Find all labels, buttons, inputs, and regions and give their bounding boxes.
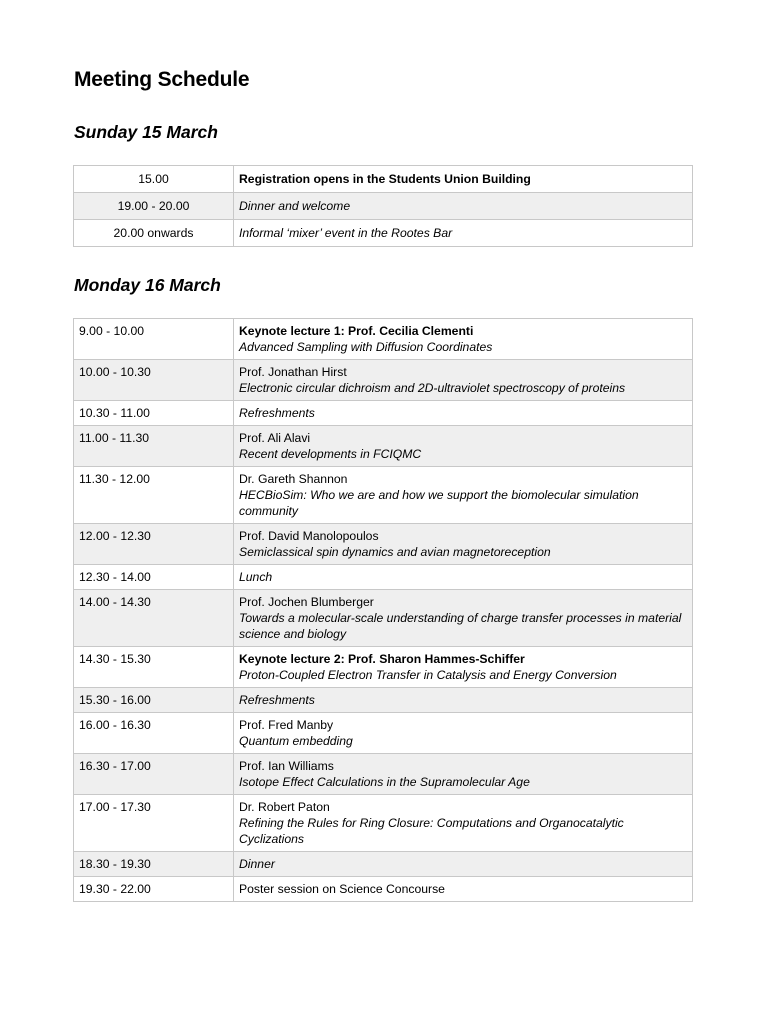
table-row	[74, 467, 693, 524]
event-cell	[234, 852, 693, 877]
time-cell: 12.30 - 14.00	[74, 565, 234, 590]
time-cell: 16.30 - 17.00	[74, 754, 234, 795]
table-row	[74, 647, 693, 688]
speaker-name: Prof. Fred Manby	[239, 718, 334, 732]
talk-title: Proton-Coupled Electron Transfer in Catalysis and Energy Conversion	[239, 668, 617, 682]
table-row	[74, 426, 693, 467]
page-title: Meeting Schedule	[74, 68, 250, 91]
event-title: Refreshments	[239, 693, 315, 707]
event-cell	[234, 877, 693, 902]
speaker-name: Prof. Ian Williams	[239, 759, 334, 773]
event-cell	[234, 319, 693, 360]
event-title: Registration opens in the Students Union Building	[239, 172, 531, 186]
time-cell: 14.30 - 15.30	[74, 647, 234, 688]
event-cell	[234, 360, 693, 401]
event-title: Refreshments	[239, 406, 315, 420]
time-cell: 19.00 - 20.00	[74, 193, 234, 220]
time-cell: 11.30 - 12.00	[74, 467, 234, 524]
talk-title: Advanced Sampling with Diffusion Coordinates	[239, 340, 493, 354]
time-cell: 11.00 - 11.30	[74, 426, 234, 467]
event-cell	[234, 754, 693, 795]
time-cell: 14.00 - 14.30	[74, 590, 234, 647]
event-cell	[234, 193, 693, 220]
speaker-name: Prof. Jonathan Hirst	[239, 365, 347, 379]
event-title: Dinner	[239, 857, 275, 871]
table-row	[74, 688, 693, 713]
talk-title: Isotope Effect Calculations in the Supramolecular Age	[239, 775, 530, 789]
speaker-name: Keynote lecture 2: Prof. Sharon Hammes-Schiffer	[239, 652, 525, 666]
time-cell: 16.00 - 16.30	[74, 713, 234, 754]
table-row	[74, 360, 693, 401]
event-title: Poster session on Science Concourse	[239, 882, 445, 896]
table-row	[74, 565, 693, 590]
time-cell: 15.00	[74, 166, 234, 193]
speaker-name: Dr. Gareth Shannon	[239, 472, 348, 486]
talk-title: Quantum embedding	[239, 734, 353, 748]
table-row	[74, 713, 693, 754]
speaker-name: Keynote lecture 1: Prof. Cecilia Clementi	[239, 324, 474, 338]
event-cell	[234, 565, 693, 590]
table-row	[74, 795, 693, 852]
time-cell: 20.00 onwards	[74, 220, 234, 247]
event-title: Dinner and welcome	[239, 199, 351, 213]
table-row	[74, 852, 693, 877]
table-row	[74, 590, 693, 647]
speaker-name: Dr. Robert Paton	[239, 800, 330, 814]
time-cell: 19.30 - 22.00	[74, 877, 234, 902]
event-cell	[234, 713, 693, 754]
time-cell: 10.00 - 10.30	[74, 360, 234, 401]
event-cell	[234, 524, 693, 565]
speaker-name: Prof. Ali Alavi	[239, 431, 311, 445]
table-row	[74, 319, 693, 360]
talk-title: Refining the Rules for Ring Closure: Computations and Organocatalytic Cyclizations	[239, 816, 624, 846]
talk-title: Recent developments in FCIQMC	[239, 447, 422, 461]
time-cell: 18.30 - 19.30	[74, 852, 234, 877]
monday-schedule-table	[73, 318, 693, 902]
speaker-name: Prof. David Manolopoulos	[239, 529, 379, 543]
speaker-name: Prof. Jochen Blumberger	[239, 595, 374, 609]
event-cell	[234, 647, 693, 688]
table-row	[74, 193, 693, 220]
event-cell	[234, 166, 693, 193]
table-row	[74, 754, 693, 795]
event-cell	[234, 401, 693, 426]
talk-title: Semiclassical spin dynamics and avian magnetoreception	[239, 545, 551, 559]
day-heading-monday: Monday 16 March	[74, 275, 221, 295]
event-cell	[234, 467, 693, 524]
event-title: Informal ‘mixer’ event in the Rootes Bar	[239, 226, 453, 240]
time-cell: 15.30 - 16.00	[74, 688, 234, 713]
event-cell	[234, 426, 693, 467]
time-cell: 12.00 - 12.30	[74, 524, 234, 565]
time-cell: 17.00 - 17.30	[74, 795, 234, 852]
time-cell: 9.00 - 10.00	[74, 319, 234, 360]
table-row	[74, 166, 693, 193]
day-heading-sunday: Sunday 15 March	[74, 122, 218, 142]
event-title: Lunch	[239, 570, 273, 584]
sunday-schedule-table	[73, 165, 693, 247]
event-cell	[234, 795, 693, 852]
event-cell	[234, 688, 693, 713]
talk-title: Electronic circular dichroism and 2D-ultraviolet spectroscopy of proteins	[239, 381, 626, 395]
event-cell	[234, 590, 693, 647]
talk-title: HECBioSim: Who we are and how we support the biomolecular simulation community	[239, 488, 639, 518]
table-row	[74, 877, 693, 902]
talk-title: Towards a molecular-scale understanding of charge transfer processes in material science and biology	[239, 611, 682, 641]
event-cell	[234, 220, 693, 247]
time-cell: 10.30 - 11.00	[74, 401, 234, 426]
table-row	[74, 220, 693, 247]
table-row	[74, 401, 693, 426]
table-row	[74, 524, 693, 565]
